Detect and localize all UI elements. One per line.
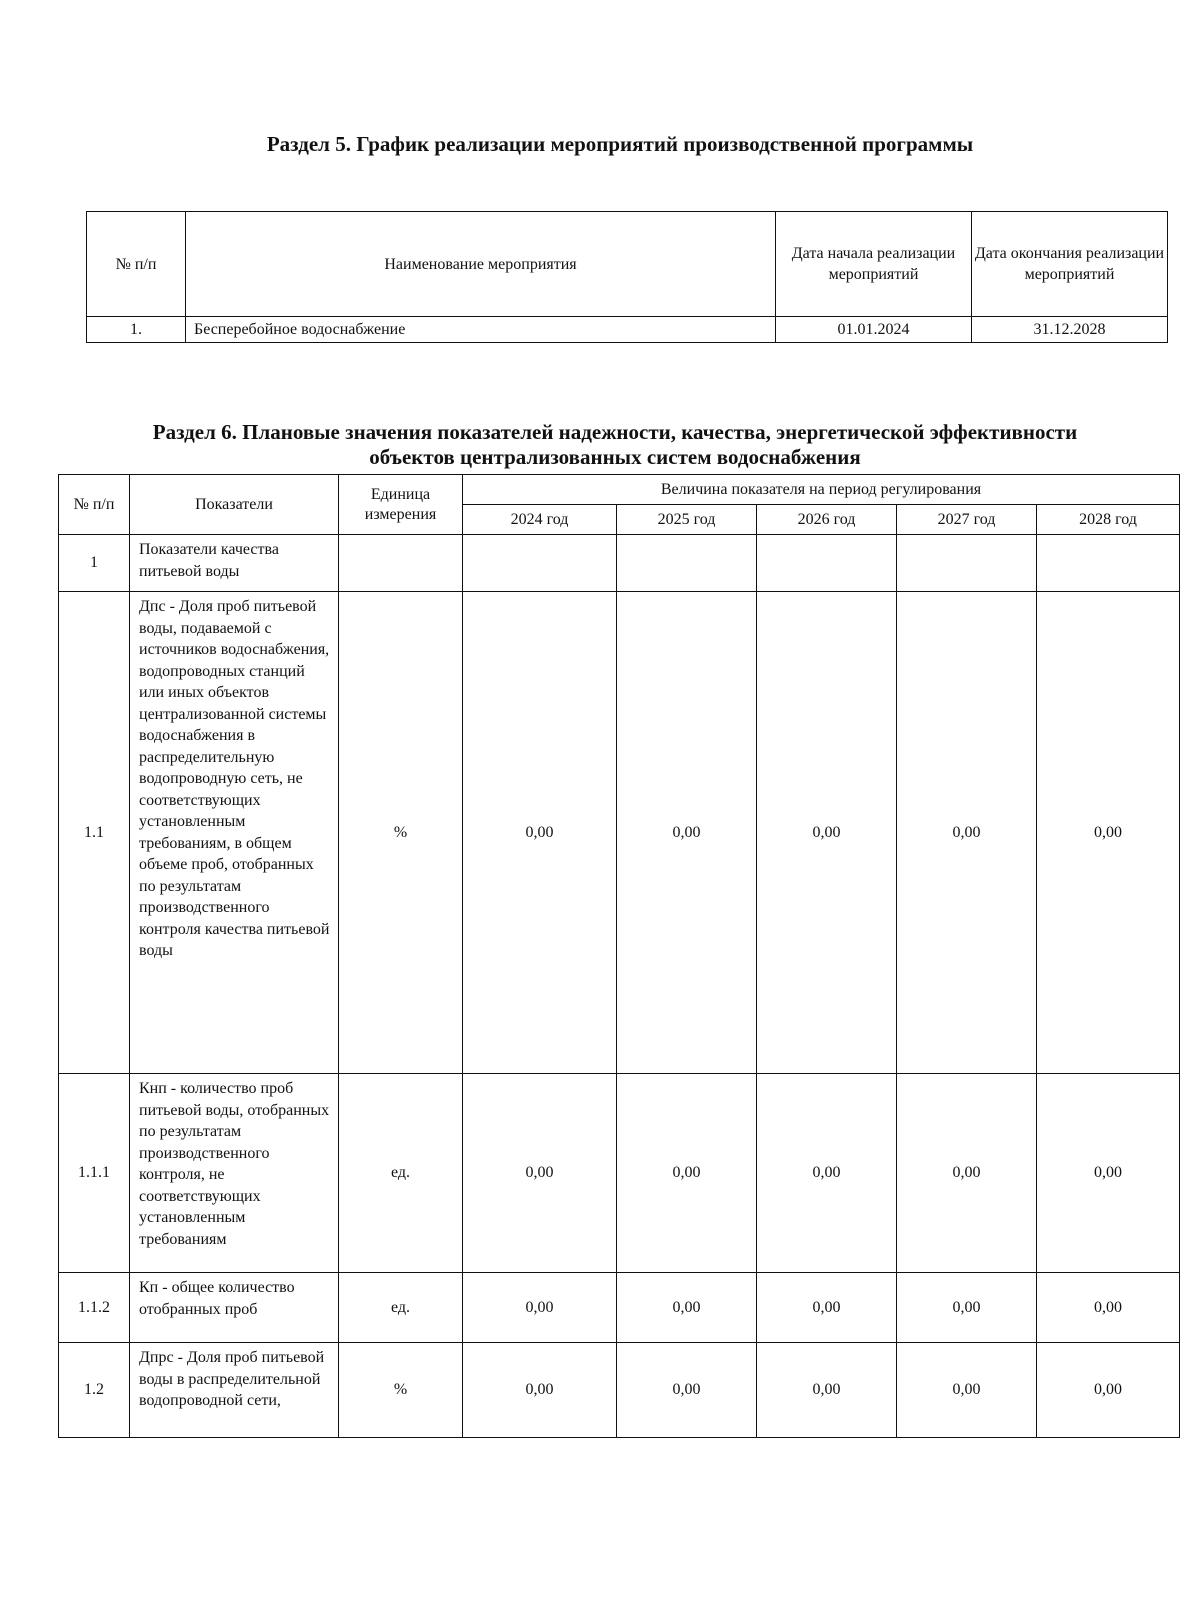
section6-title-line1: Раздел 6. Плановые значения показателей надежности, качества, энергетической эффективности: [152, 420, 1078, 444]
col-header-end-date: Дата окончания реализации мероприятий: [972, 212, 1168, 317]
row-value-2027: 0,00: [897, 1273, 1037, 1343]
row-value-2028: 0,00: [1037, 592, 1180, 1074]
row-value-2024: 0,00: [463, 1273, 617, 1343]
row-end-date: 31.12.2028: [972, 317, 1168, 343]
row-value-2024: 0,00: [463, 592, 617, 1074]
col-header-year-2026: 2026 год: [757, 505, 897, 535]
section5-title: Раздел 5. График реализации мероприятий производственной программы: [266, 132, 974, 156]
table-row: [59, 592, 1180, 1074]
row-value-2028: 0,00: [1037, 1273, 1180, 1343]
col-header-unit: Единица измерения: [339, 475, 463, 535]
row-unit: ед.: [339, 1273, 463, 1343]
row-indicator: Кп - общее количество отобранных проб: [130, 1273, 339, 1343]
row-value-2028: 0,00: [1037, 1343, 1180, 1438]
row-event-name: Бесперебойное водоснабжение: [186, 317, 776, 343]
row-value-2026: 0,00: [757, 1074, 897, 1273]
col-header-event-name: Наименование мероприятия: [186, 212, 776, 317]
table-row: [59, 535, 1180, 592]
table-row: [87, 317, 1168, 343]
col-header-num: № п/п: [87, 212, 186, 317]
section5-header-row: [87, 212, 1168, 317]
row-value-2025: 0,00: [617, 1343, 757, 1438]
row-value-2025: 0,00: [617, 1273, 757, 1343]
row-value-2026: 0,00: [757, 1343, 897, 1438]
col-header-indicator: Показатели: [130, 475, 339, 535]
row-value-2027: 0,00: [897, 1343, 1037, 1438]
row-indicator: Кнп - количество проб питьевой воды, отобранных по результатам производственного контроля, не соответствующих установленным требованиям: [130, 1074, 339, 1273]
row-value-2027: 0,00: [897, 592, 1037, 1074]
section6-title-line2: объектов централизованных систем водоснабжения: [369, 445, 861, 469]
col-header-period: Величина показателя на период регулирования: [463, 475, 1180, 505]
row-num: 1.: [87, 317, 186, 343]
section6-header-row-1: [59, 475, 1180, 505]
row-unit: %: [339, 592, 463, 1074]
row-value-2024: 0,00: [463, 1074, 617, 1273]
row-num: 1.1.2: [59, 1273, 130, 1343]
col-header-year-2025: 2025 год: [617, 505, 757, 535]
row-unit: ед.: [339, 1074, 463, 1273]
row-indicator: Дпс - Доля проб питьевой воды, подаваемой с источников водоснабжения, водопроводных станций или иных объектов централизованной системы водоснабжения в распределительную водопроводную сеть, не соответствующих установленным требованиям, в общем объеме проб, отобранных по результатам производственного контроля качества питьевой воды: [130, 592, 339, 1074]
section6-title: [60, 420, 1170, 470]
row-value-2027: [897, 535, 1037, 592]
row-unit: [339, 535, 463, 592]
row-value-2025: 0,00: [617, 592, 757, 1074]
table-row: [59, 1343, 1180, 1438]
row-num: 1.2: [59, 1343, 130, 1438]
section5-table: [86, 211, 1168, 343]
row-value-2026: 0,00: [757, 1273, 897, 1343]
col-header-start-date: Дата начала реализации мероприятий: [776, 212, 972, 317]
row-value-2027: 0,00: [897, 1074, 1037, 1273]
row-value-2028: [1037, 535, 1180, 592]
row-value-2028: 0,00: [1037, 1074, 1180, 1273]
table-row: [59, 1273, 1180, 1343]
table-row: [59, 1074, 1180, 1273]
row-value-2025: 0,00: [617, 1074, 757, 1273]
row-value-2026: [757, 535, 897, 592]
row-num: 1.1: [59, 592, 130, 1074]
row-indicator: Показатели качества питьевой воды: [130, 535, 339, 592]
row-num: 1: [59, 535, 130, 592]
col-header-num: № п/п: [59, 475, 130, 535]
row-value-2026: 0,00: [757, 592, 897, 1074]
row-value-2025: [617, 535, 757, 592]
row-unit: %: [339, 1343, 463, 1438]
col-header-year-2028: 2028 год: [1037, 505, 1180, 535]
section6-table: [58, 474, 1180, 1438]
col-header-year-2024: 2024 год: [463, 505, 617, 535]
col-header-year-2027: 2027 год: [897, 505, 1037, 535]
row-value-2024: [463, 535, 617, 592]
row-indicator: Дпрс - Доля проб питьевой воды в распределительной водопроводной сети,: [130, 1343, 339, 1438]
row-num: 1.1.1: [59, 1074, 130, 1273]
row-start-date: 01.01.2024: [776, 317, 972, 343]
row-value-2024: 0,00: [463, 1343, 617, 1438]
